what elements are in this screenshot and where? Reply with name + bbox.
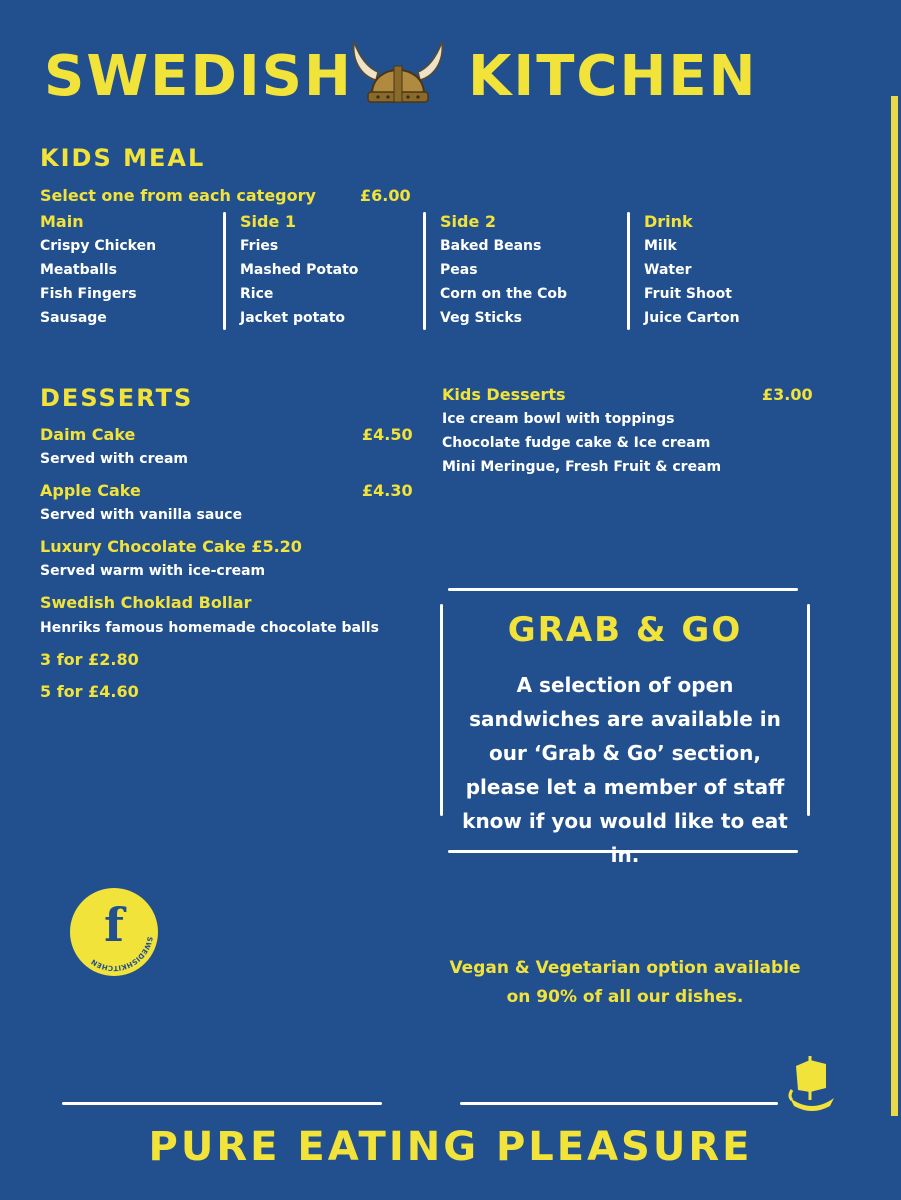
dessert-name: Luxury Chocolate Cake £5.20 (40, 537, 302, 556)
kids-meal-subheading: Select one from each category (40, 186, 316, 205)
column-divider (627, 212, 630, 330)
column-heading: Drink (644, 212, 693, 231)
list-item: Jacket potato (240, 310, 346, 326)
grab-and-go-text: A selection of open sandwiches are available in our ‘Grab & Go’ section, please let a member of staff know if you would like to eat in. (462, 673, 788, 867)
list-item: Chocolate fudge cake & Ice cream (442, 435, 711, 451)
title-kitchen: KITCHEN (468, 44, 758, 109)
dessert-description: Served warm with ice-cream (40, 563, 266, 579)
kids-column-drink (644, 210, 824, 330)
column-divider (423, 212, 426, 330)
column-divider (223, 212, 226, 330)
list-item: Peas (440, 262, 478, 278)
bollar-price-option: 5 for £4.60 (40, 682, 139, 701)
facebook-f-glyph: f (104, 898, 124, 952)
list-item: Juice Carton (644, 310, 740, 326)
vegan-note-line2: on 90% of all our dishes. (506, 987, 744, 1007)
list-item: Fries (240, 238, 279, 254)
kids-column-main (40, 210, 220, 330)
vegan-note-line1: Vegan & Vegetarian option available (449, 958, 801, 978)
list-item: Meatballs (40, 262, 117, 278)
desserts-heading: DESSERTS (40, 384, 194, 412)
list-item: Mini Meringue, Fresh Fruit & cream (442, 459, 722, 475)
kids-desserts-heading: Kids Desserts (442, 385, 566, 404)
list-item: Fruit Shoot (644, 286, 732, 302)
dessert-name: Apple Cake (40, 481, 141, 500)
page-edge-stripe (891, 96, 898, 1116)
list-item: Rice (240, 286, 274, 302)
kids-column-side2 (440, 210, 620, 330)
list-item: Corn on the Cob (440, 286, 568, 302)
panel-border-top (448, 588, 798, 591)
viking-ship-icon (786, 1050, 838, 1116)
column-heading: Side 1 (240, 212, 297, 231)
grab-and-go-panel (440, 588, 810, 867)
title-swedish: SWEDISH (44, 44, 353, 109)
grab-and-go-title: GRAB & GO (507, 610, 743, 650)
viking-helmet-icon (348, 32, 448, 112)
footer-rule-left (62, 1102, 382, 1105)
kids-meal-heading: KIDS MEAL (40, 144, 206, 172)
list-item: Sausage (40, 310, 107, 326)
column-heading: Side 2 (440, 212, 497, 231)
list-item: Fish Fingers (40, 286, 137, 302)
facebook-ring-text: SWEDISHKITCHEN (89, 935, 154, 973)
facebook-icon[interactable] (70, 888, 158, 976)
list-item: Crispy Chicken (40, 238, 157, 254)
list-item: Water (644, 262, 692, 278)
kids-column-side1 (240, 210, 420, 330)
dessert-price: £4.50 (362, 425, 413, 444)
list-item: Milk (644, 238, 677, 254)
list-item: Mashed Potato (240, 262, 359, 278)
dessert-name: Daim Cake (40, 425, 136, 444)
kids-meal-price: £6.00 (360, 186, 411, 205)
dessert-name: Swedish Choklad Bollar (40, 593, 252, 612)
footer-tagline: PURE EATING PLEASURE (148, 1124, 753, 1170)
footer-rule-right (460, 1102, 778, 1105)
vegan-note (440, 954, 810, 1012)
list-item: Ice cream bowl with toppings (442, 411, 675, 427)
list-item: Veg Sticks (440, 310, 522, 326)
kids-desserts-price: £3.00 (762, 385, 813, 404)
dessert-description: Henriks famous homemade chocolate balls (40, 620, 379, 636)
dessert-description: Served with vanilla sauce (40, 507, 243, 523)
list-item: Baked Beans (440, 238, 542, 254)
bollar-price-option: 3 for £2.80 (40, 650, 139, 669)
dessert-price: £4.30 (362, 481, 413, 500)
column-heading: Main (40, 212, 84, 231)
dessert-description: Served with cream (40, 451, 188, 467)
